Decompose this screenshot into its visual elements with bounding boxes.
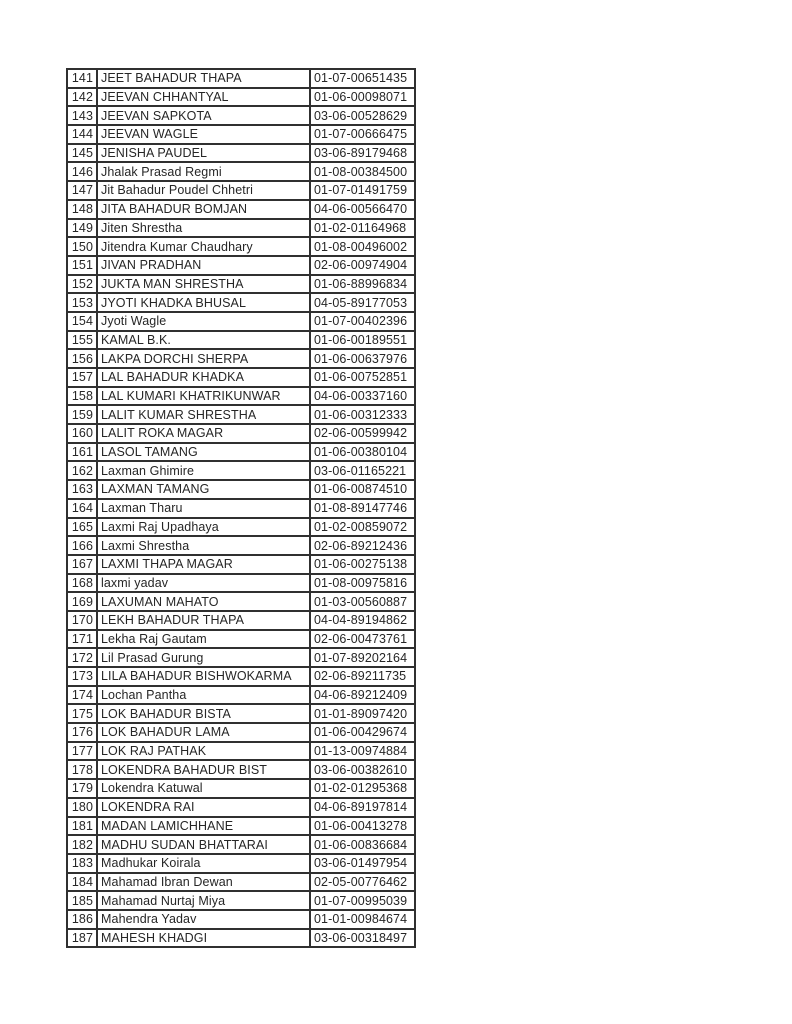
table-row [67,312,415,331]
cell-row-number: 177 [67,742,97,761]
cell-id-number: 01-01-00984674 [310,910,415,929]
cell-row-number: 153 [67,293,97,312]
cell-name: Mahamad Ibran Dewan [97,873,310,892]
cell-row-number: 147 [67,181,97,200]
cell-name: JIVAN PRADHAN [97,256,310,275]
cell-row-number: 159 [67,405,97,424]
cell-name: Lokendra Katuwal [97,779,310,798]
table-row [67,742,415,761]
table-row [67,854,415,873]
cell-name: LILA BAHADUR BISHWOKARMA [97,667,310,686]
cell-name: Lil Prasad Gurung [97,648,310,667]
cell-name: Lekha Raj Gautam [97,630,310,649]
cell-row-number: 141 [67,69,97,88]
cell-id-number: 04-06-00566470 [310,200,415,219]
cell-id-number: 01-01-89097420 [310,704,415,723]
cell-name: LAL KUMARI KHATRIKUNWAR [97,387,310,406]
table-row [67,144,415,163]
cell-id-number: 01-06-00380104 [310,443,415,462]
table-row [67,443,415,462]
cell-id-number: 01-06-00189551 [310,331,415,350]
table-row [67,405,415,424]
table-row [67,873,415,892]
cell-name: Lochan Pantha [97,686,310,705]
table-row [67,536,415,555]
cell-row-number: 162 [67,461,97,480]
cell-name: Mahendra Yadav [97,910,310,929]
cell-row-number: 179 [67,779,97,798]
table-row [67,891,415,910]
cell-row-number: 148 [67,200,97,219]
cell-id-number: 01-06-00637976 [310,349,415,368]
cell-row-number: 165 [67,518,97,537]
cell-id-number: 01-06-00098071 [310,88,415,107]
cell-name: LOKENDRA RAI [97,798,310,817]
cell-id-number: 01-08-89147746 [310,499,415,518]
table-row [67,219,415,238]
cell-row-number: 161 [67,443,97,462]
cell-name: Jhalak Prasad Regmi [97,162,310,181]
cell-id-number: 01-08-00384500 [310,162,415,181]
cell-name: JITA BAHADUR BOMJAN [97,200,310,219]
table-row [67,929,415,948]
table-row [67,106,415,125]
cell-name: JENISHA PAUDEL [97,144,310,163]
table-row [67,630,415,649]
cell-name: LAKPA DORCHI SHERPA [97,349,310,368]
cell-id-number: 02-06-89212436 [310,536,415,555]
cell-row-number: 187 [67,929,97,948]
cell-name: JYOTI KHADKA BHUSAL [97,293,310,312]
cell-name: JEET BAHADUR THAPA [97,69,310,88]
table-row [67,387,415,406]
cell-row-number: 180 [67,798,97,817]
table-row [67,275,415,294]
cell-row-number: 169 [67,592,97,611]
cell-name: MADAN LAMICHHANE [97,817,310,836]
cell-name: MADHU SUDAN BHATTARAI [97,835,310,854]
cell-id-number: 01-13-00974884 [310,742,415,761]
cell-name: LASOL TAMANG [97,443,310,462]
cell-id-number: 03-06-89179468 [310,144,415,163]
cell-id-number: 01-07-89202164 [310,648,415,667]
table-row [67,331,415,350]
cell-row-number: 157 [67,368,97,387]
cell-row-number: 173 [67,667,97,686]
cell-name: Laxman Ghimire [97,461,310,480]
cell-name: LALIT KUMAR SHRESTHA [97,405,310,424]
cell-name: Laxmi Raj Upadhaya [97,518,310,537]
cell-row-number: 166 [67,536,97,555]
table-body [67,69,415,947]
cell-id-number: 03-06-01165221 [310,461,415,480]
cell-row-number: 152 [67,275,97,294]
cell-row-number: 158 [67,387,97,406]
table-row [67,349,415,368]
cell-row-number: 155 [67,331,97,350]
table-row [67,798,415,817]
cell-id-number: 01-07-01491759 [310,181,415,200]
cell-row-number: 178 [67,760,97,779]
cell-id-number: 04-06-00337160 [310,387,415,406]
cell-row-number: 144 [67,125,97,144]
cell-row-number: 160 [67,424,97,443]
table-row [67,648,415,667]
table-row [67,499,415,518]
cell-id-number: 01-07-00402396 [310,312,415,331]
table-row [67,518,415,537]
table-row [67,181,415,200]
cell-row-number: 183 [67,854,97,873]
cell-id-number: 01-02-01295368 [310,779,415,798]
cell-id-number: 02-06-89211735 [310,667,415,686]
cell-name: JUKTA MAN SHRESTHA [97,275,310,294]
table-row [67,667,415,686]
table-row [67,574,415,593]
cell-id-number: 04-04-89194862 [310,611,415,630]
cell-id-number: 01-06-00312333 [310,405,415,424]
cell-id-number: 02-05-00776462 [310,873,415,892]
cell-name: MAHESH KHADGI [97,929,310,948]
cell-id-number: 01-08-00975816 [310,574,415,593]
cell-name: Mahamad Nurtaj Miya [97,891,310,910]
cell-id-number: 04-05-89177053 [310,293,415,312]
cell-row-number: 145 [67,144,97,163]
table-row [67,69,415,88]
table-row [67,237,415,256]
cell-name: LOK BAHADUR BISTA [97,704,310,723]
cell-row-number: 154 [67,312,97,331]
table-row [67,817,415,836]
cell-row-number: 175 [67,704,97,723]
cell-name: LAXMI THAPA MAGAR [97,555,310,574]
cell-name: JEEVAN CHHANTYAL [97,88,310,107]
cell-name: Madhukar Koirala [97,854,310,873]
cell-name: Jiten Shrestha [97,219,310,238]
cell-id-number: 04-06-89197814 [310,798,415,817]
table-row [67,162,415,181]
cell-name: laxmi yadav [97,574,310,593]
cell-id-number: 03-06-01497954 [310,854,415,873]
cell-name: Jyoti Wagle [97,312,310,331]
cell-id-number: 01-08-00496002 [310,237,415,256]
cell-id-number: 01-06-00413278 [310,817,415,836]
cell-row-number: 163 [67,480,97,499]
name-id-table [66,68,416,948]
cell-id-number: 01-07-00651435 [310,69,415,88]
cell-row-number: 172 [67,648,97,667]
table-row [67,555,415,574]
cell-row-number: 149 [67,219,97,238]
cell-id-number: 03-06-00382610 [310,760,415,779]
cell-row-number: 186 [67,910,97,929]
table-row [67,424,415,443]
cell-row-number: 184 [67,873,97,892]
cell-row-number: 164 [67,499,97,518]
cell-id-number: 01-06-88996834 [310,275,415,294]
cell-name: JEEVAN WAGLE [97,125,310,144]
cell-id-number: 01-06-00836684 [310,835,415,854]
cell-row-number: 170 [67,611,97,630]
cell-name: LOK RAJ PATHAK [97,742,310,761]
cell-id-number: 03-06-00528629 [310,106,415,125]
cell-id-number: 02-06-00599942 [310,424,415,443]
table-row [67,723,415,742]
table-row [67,704,415,723]
table-row [67,461,415,480]
cell-row-number: 182 [67,835,97,854]
cell-id-number: 01-02-01164968 [310,219,415,238]
cell-name: LOK BAHADUR LAMA [97,723,310,742]
table-row [67,835,415,854]
cell-row-number: 156 [67,349,97,368]
table-row [67,686,415,705]
cell-id-number: 03-06-00318497 [310,929,415,948]
table-row [67,611,415,630]
cell-name: LEKH BAHADUR THAPA [97,611,310,630]
cell-id-number: 01-06-00429674 [310,723,415,742]
cell-row-number: 146 [67,162,97,181]
cell-id-number: 02-06-00473761 [310,630,415,649]
cell-id-number: 02-06-00974904 [310,256,415,275]
table-row [67,293,415,312]
table-row [67,480,415,499]
cell-name: KAMAL B.K. [97,331,310,350]
cell-id-number: 01-06-00752851 [310,368,415,387]
table-row [67,256,415,275]
cell-name: Jitendra Kumar Chaudhary [97,237,310,256]
table-row [67,368,415,387]
cell-row-number: 143 [67,106,97,125]
cell-row-number: 150 [67,237,97,256]
cell-id-number: 01-03-00560887 [310,592,415,611]
cell-id-number: 01-06-00874510 [310,480,415,499]
table-row [67,760,415,779]
cell-name: LAXUMAN MAHATO [97,592,310,611]
cell-name: Laxmi Shrestha [97,536,310,555]
cell-id-number: 01-07-00666475 [310,125,415,144]
cell-name: Laxman Tharu [97,499,310,518]
cell-name: LOKENDRA BAHADUR BIST [97,760,310,779]
cell-row-number: 181 [67,817,97,836]
cell-row-number: 171 [67,630,97,649]
cell-name: LALIT ROKA MAGAR [97,424,310,443]
cell-row-number: 174 [67,686,97,705]
cell-name: Jit Bahadur Poudel Chhetri [97,181,310,200]
cell-name: LAXMAN TAMANG [97,480,310,499]
cell-row-number: 167 [67,555,97,574]
cell-row-number: 142 [67,88,97,107]
cell-id-number: 01-06-00275138 [310,555,415,574]
cell-row-number: 176 [67,723,97,742]
table-row [67,200,415,219]
cell-name: JEEVAN SAPKOTA [97,106,310,125]
table-row [67,125,415,144]
cell-name: LAL BAHADUR KHADKA [97,368,310,387]
cell-id-number: 01-02-00859072 [310,518,415,537]
cell-row-number: 168 [67,574,97,593]
table-row [67,592,415,611]
cell-id-number: 04-06-89212409 [310,686,415,705]
table-row [67,910,415,929]
table-row [67,779,415,798]
cell-row-number: 185 [67,891,97,910]
cell-row-number: 151 [67,256,97,275]
table-row [67,88,415,107]
cell-id-number: 01-07-00995039 [310,891,415,910]
